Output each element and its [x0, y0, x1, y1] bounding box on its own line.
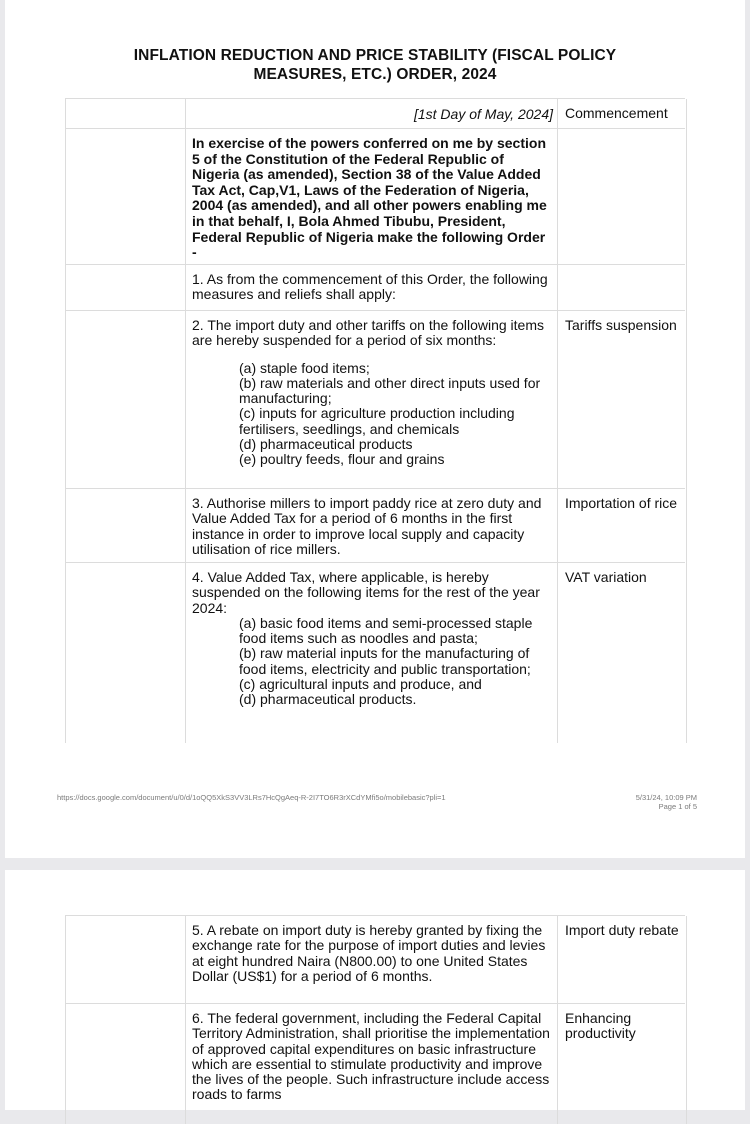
- table-row: [65, 488, 685, 563]
- document-page-1: [5, 0, 745, 858]
- table-row: [65, 128, 685, 265]
- list-item: (a) basic food items and semi-processed staple food items such as noodles and pasta;: [239, 614, 533, 647]
- commencement-label: Commencement: [565, 105, 668, 121]
- clause-1: 1. As from the commencement of this Order, the following measures and reliefs shall apply:: [192, 271, 548, 303]
- footer-meta: [636, 793, 697, 811]
- title-line-2: MEASURES, ETC.) ORDER, 2024: [253, 66, 497, 83]
- margin-note-vat: VAT variation: [565, 569, 647, 585]
- footer-page-number: Page 1 of 5: [658, 802, 697, 811]
- table-row: [65, 310, 685, 489]
- list-item: (d) pharmaceutical products.: [239, 691, 417, 708]
- document-page-2: [5, 870, 745, 1110]
- list-item: (d) pharmaceutical products: [239, 436, 413, 453]
- table-row: [65, 562, 685, 743]
- preamble: In exercise of the powers conferred on me by section 5 of the Constitution of the Federal Republic of Nigeria (as amended), Section 38 of the Value Added Tax Act, Cap,V1, Laws of the Federation of Nigeria, 2004 (as amended), and all other powers enabling me in that behalf, I, Bola Ahmed Tibubu, President, Federal Republic of Nigeria make the following Order -: [192, 135, 547, 261]
- margin-note-productivity: Enhancing productivity: [565, 1010, 636, 1042]
- title-line-1: INFLATION REDUCTION AND PRICE STABILITY (FISCAL POLICY: [133, 47, 617, 64]
- table-row: [65, 264, 685, 311]
- clause-6: 6. The federal government, including the Federal Capital Territory Administration, shall prioritise the implementation of approved capital expenditures on basic infrastructure which are essential to stimulate productivity and improve the lives of the people. Such infrastructure include access roads to farms: [192, 1010, 550, 1103]
- list-item: (b) raw materials and other direct inputs used for manufacturing;: [239, 374, 541, 407]
- margin-note-rebate: Import duty rebate: [565, 922, 679, 938]
- list-item: (c) inputs for agriculture production including fertilisers, seedlings, and chemicals: [239, 405, 515, 437]
- list-item: (c) agricultural inputs and produce, and: [239, 676, 482, 693]
- clause-4: 4. Value Added Tax, where applicable, is hereby suspended on the following items for the rest of the year 2024:: [192, 569, 540, 616]
- clause-2: 2. The import duty and other tariffs on the following items are hereby suspended for a period of six months:: [192, 317, 545, 349]
- clause-5: 5. A rebate on import duty is hereby granted by fixing the exchange rate for the purpose of import duties and levies at eight hundred Naira (N800.00) to one United States Dollar (US$1) for a period of 6 months.: [192, 922, 546, 984]
- list-item: (e) poultry feeds, flour and grains: [239, 451, 445, 468]
- document-title: [5, 46, 745, 84]
- list-item: (a) staple food items;: [239, 359, 370, 376]
- footer-url: https://docs.google.com/document/u/0/d/1oQQ5XkS3VV3LRs7HcQgAeq-R-2I7TO6R3rXCdYMfi5o/mobilebasic?pli=1: [57, 793, 446, 802]
- clause-3: 3. Authorise millers to import paddy rice at zero duty and Value Added Tax for a period of 6 months in the first instance in order to improve local supply and capacity utilisation of rice millers.: [192, 495, 542, 557]
- list-item: (b) raw material inputs for the manufacturing of food items, electricity and public transportation;: [239, 645, 531, 677]
- table-row: [65, 98, 685, 129]
- table-row: [65, 1003, 685, 1124]
- margin-note-rice: Importation of rice: [565, 495, 678, 511]
- footer-datetime: 5/31/24, 10:09 PM: [635, 793, 697, 802]
- order-date: [1st Day of May, 2024]: [413, 106, 553, 122]
- table-row: [65, 915, 685, 1004]
- margin-note-tariffs: Tariffs suspension: [565, 317, 677, 333]
